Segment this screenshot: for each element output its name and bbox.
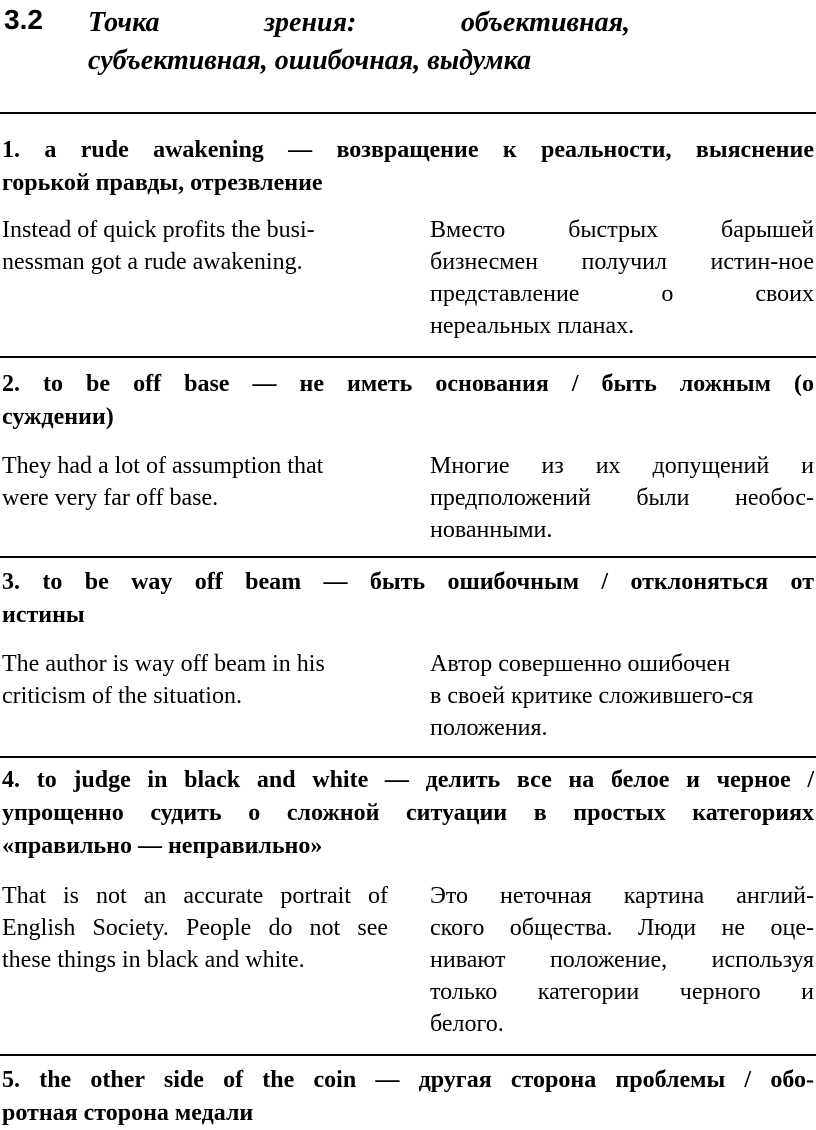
translation-line: представление о своих [430, 281, 814, 307]
translation-line: в своей критике сложившего-ся [430, 683, 754, 709]
entry-heading-line: упрощенно судить о сложной ситуации в простых категориях [2, 800, 814, 826]
translation-line: предположений были необос- [430, 485, 814, 511]
entry-heading [2, 368, 814, 434]
translation-line: бизнесмен получил истин-ное [430, 249, 814, 275]
english-example [2, 880, 388, 976]
translation-line: только категории черного и [430, 979, 814, 1005]
russian-translation [430, 648, 814, 744]
example-line: That is not an accurate portrait of [2, 883, 388, 909]
english-example [2, 648, 388, 712]
divider [0, 112, 816, 114]
english-example [2, 214, 388, 278]
entry-heading-line: 1. a rude awakening — возвращение к реальности, выяснение [2, 137, 814, 163]
translation-line: белого. [430, 1011, 504, 1037]
example-line: criticism of the situation. [2, 683, 242, 709]
translation-line: Автор совершенно ошибочен [430, 651, 731, 677]
divider [0, 556, 816, 558]
entry-heading-line: 5. the other side of the coin — другая сторона проблемы / обо- [2, 1067, 814, 1093]
divider [0, 1054, 816, 1056]
translation-line: положения. [430, 715, 548, 741]
russian-translation [430, 880, 814, 1040]
example-line: were very far off base. [2, 485, 219, 511]
russian-translation [430, 214, 814, 342]
translation-line: ского общества. Люди не оце- [430, 915, 814, 941]
translation-line: Вместо быстрых барышей [430, 217, 814, 243]
divider [0, 356, 816, 358]
entry-heading [2, 1064, 814, 1130]
translation-line: нереальных планах. [430, 313, 635, 339]
entry-heading-line: 3. to be way off beam — быть ошибочным / отклоняться от [2, 569, 814, 595]
translation-line: Это неточная картина англий- [430, 883, 814, 909]
entry-heading-line: истины [2, 602, 85, 628]
example-line: these things in black and white. [2, 947, 305, 973]
entry-heading-line: ротная сторона медали [2, 1100, 254, 1126]
section-title [88, 4, 630, 80]
example-line: nessman got a rude awakening. [2, 249, 303, 275]
entry-heading-line: 2. to be off base — не иметь основания / быть ложным (о [2, 371, 814, 397]
example-line: Instead of quick profits the busi- [2, 217, 315, 243]
translation-line: нивают положение, используя [430, 947, 814, 973]
example-line: The author is way off beam in his [2, 651, 325, 677]
entry-heading [2, 764, 814, 863]
entry-heading [2, 134, 814, 200]
entry-heading [2, 566, 814, 632]
entry-heading-line: горькой правды, отрезвление [2, 170, 323, 196]
english-example [2, 450, 388, 514]
russian-translation [430, 450, 814, 546]
translation-line: нованными. [430, 517, 553, 543]
section-title-line: субъективная, ошибочная, выдумка [88, 45, 532, 76]
entry-heading-line: «правильно — неправильно» [2, 833, 323, 859]
section-header [0, 0, 816, 90]
divider [0, 756, 816, 758]
example-line: They had a lot of assumption that [2, 453, 324, 479]
section-number: 3.2 [4, 4, 43, 35]
entry-heading-line: суждении) [2, 404, 114, 430]
entry-heading-line: 4. to judge in black and white — делить все на белое и черное / [2, 767, 814, 793]
translation-line: Многие из их допущений и [430, 453, 814, 479]
section-title-line: Точка зрения: объективная, [88, 7, 630, 38]
example-line: English Society. People do not see [2, 915, 388, 941]
